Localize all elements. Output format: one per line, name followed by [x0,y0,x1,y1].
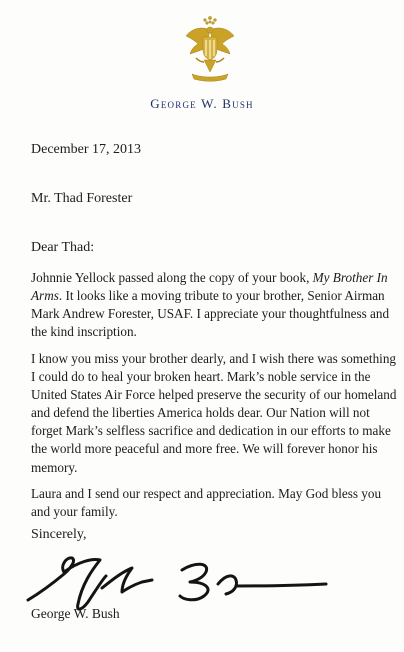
letterhead-name: George W. Bush [150,96,254,111]
letter-date: December 17, 2013 [31,142,142,157]
paragraph-closing-wishes: Laura and I send our respect and appreciation. May God bless you and your family. [31,486,382,520]
salutation: Dear Thad: [31,240,95,255]
eagle-seal-icon [182,12,238,82]
closing: Sincerely, [31,527,87,542]
paragraph1-text-after: . It looks like a moving tribute to your brother, Senior Airman Mark Andrew Forester, USAF. I appreciate your thoughtfulness and the kind inscription. [31,288,390,340]
recipient-name: Mr. Thad Forester [31,191,133,206]
paragraph-book-thanks [31,269,403,341]
paragraph1-text-before: Johnnie Yellock passed along the copy of your book, [31,270,313,285]
paragraph-condolence: I know you miss your brother dearly, and I wish there was something I could do to heal your broken heart. Mark’s noble service in the United States Air Force helped preserve the security of our homeland and defend the liberties America holds dear. Our Nation will not forget Mark’s selfless sacrifice and dedication in our efforts to make the world more peaceful and more free. We will forever honor his memory. [31,351,397,475]
typed-signature-name: George W. Bush [31,606,120,621]
book-title: My Brother In Arms [31,270,388,304]
